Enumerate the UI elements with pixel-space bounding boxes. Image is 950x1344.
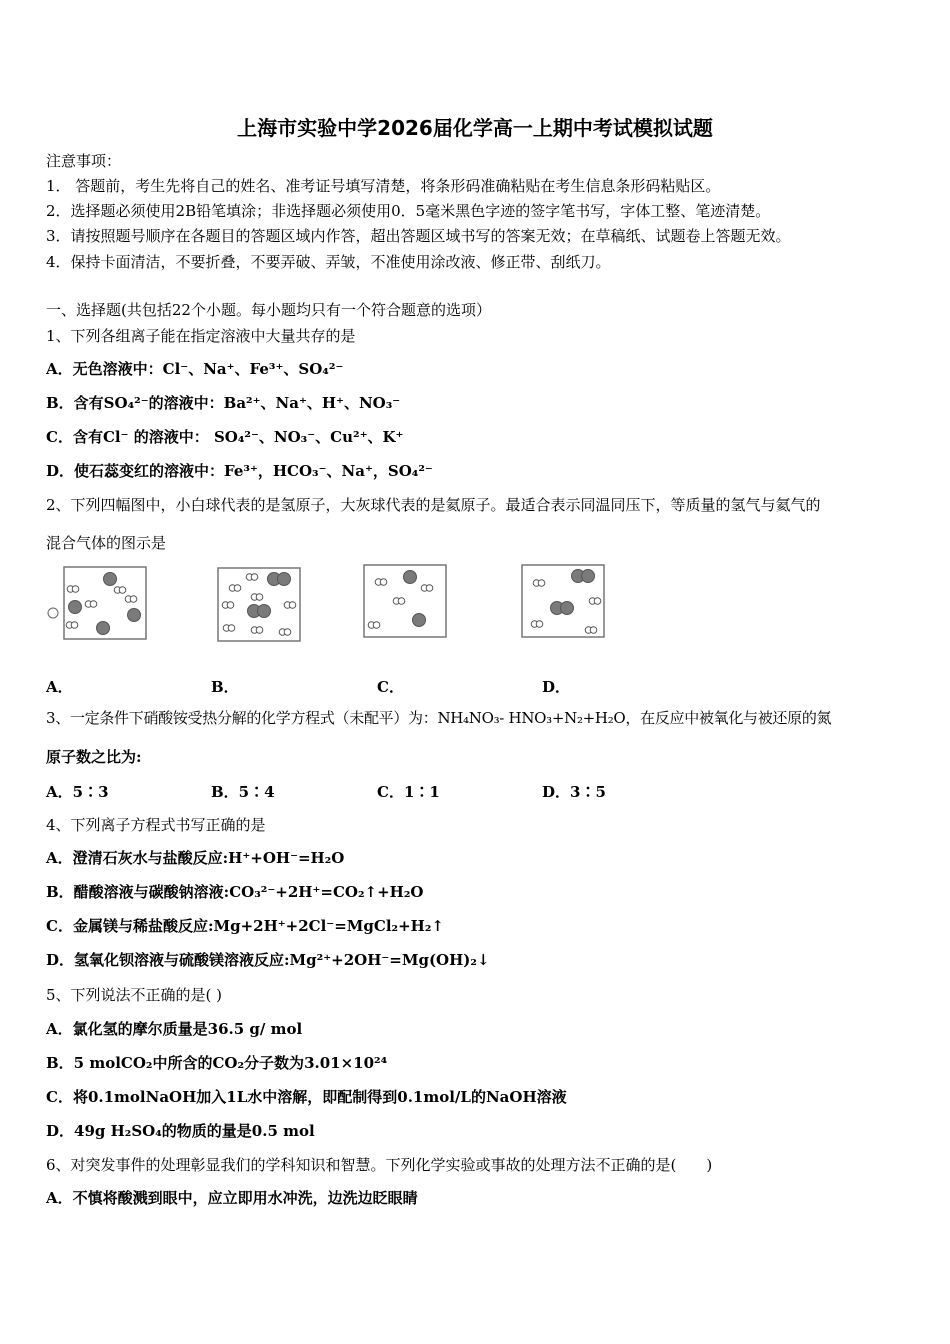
question-1-option-d: D．使石蕊变红的溶液中：Fe³⁺，HCO₃⁻、Na⁺，SO₄²⁻ xyxy=(46,462,433,480)
hydrogen-atom xyxy=(90,601,97,608)
question-4-option-c: C．金属镁与稀盐酸反应:Mg+2H⁺+2Cl⁻=MgCl₂+H₂↑ xyxy=(46,917,444,935)
hydrogen-atom xyxy=(594,598,601,605)
question-3-stem: 3、一定条件下硝酸铵受热分解的化学方程式（未配平）为：NH₄NO₃- HNO₃+N₂+H₂O，在反应中被氧化与被还原的氮 xyxy=(46,709,832,727)
question-3-stem-cont: 原子数之比为: xyxy=(46,748,142,766)
diagram-label-d: D． xyxy=(542,678,571,696)
question-5-option-a: A．氯化氢的摩尔质量是36.5 g/ mol xyxy=(46,1020,303,1038)
hydrogen-atom xyxy=(256,594,263,601)
question-1-option-b: B．含有SO₄²⁻的溶液中：Ba²⁺、Na⁺、H⁺、NO₃⁻ xyxy=(46,394,401,412)
question-1-option-c: C．含有Cl⁻ 的溶液中： SO₄²⁻、NO₃⁻、Cu²⁺、K⁺ xyxy=(46,428,404,446)
helium-atom xyxy=(278,573,291,586)
question-1-option-a: A．无色溶液中：Cl⁻、Na⁺、Fe³⁺、SO₄²⁻ xyxy=(46,360,344,378)
question-2-stem: 2、下列四幅图中，小白球代表的是氢原子，大灰球代表的是氦原子。最适合表示同温同压下，等质量的氢气与氦气的 xyxy=(46,496,821,514)
question-6-option-a: A．不慎将酸溅到眼中，应立即用水冲洗，边洗边眨眼睛 xyxy=(46,1189,418,1207)
helium-atom xyxy=(128,609,141,622)
hydrogen-atom xyxy=(251,574,258,581)
question-2-stem-cont: 混合气体的图示是 xyxy=(46,534,167,552)
hydrogen-atom xyxy=(227,602,234,609)
hydrogen-atom xyxy=(71,622,78,629)
question-5-option-d: D．49g H₂SO₄的物质的量是0.5 mol xyxy=(46,1122,315,1140)
hydrogen-atom xyxy=(426,585,433,592)
question-4-option-b: B．醋酸溶液与碳酸钠溶液:CO₃²⁻+2H⁺=CO₂↑+H₂O xyxy=(46,883,424,901)
hydrogen-atom xyxy=(130,596,137,603)
helium-atom xyxy=(104,573,117,586)
question-1-stem: 1、下列各组离子能在指定溶液中大量共存的是 xyxy=(46,327,356,345)
diagram-label-b: B． xyxy=(211,678,239,696)
hydrogen-atom xyxy=(536,621,543,628)
helium-atom xyxy=(258,605,271,618)
hydrogen-atom xyxy=(380,579,387,586)
note-item: 4．保持卡面清洁，不要折叠，不要弄破、弄皱，不准使用涂改液、修正带、刮纸刀。 xyxy=(46,253,611,271)
hydrogen-atom xyxy=(373,622,380,629)
hydrogen-atom xyxy=(289,602,296,609)
clock-icon xyxy=(48,608,58,618)
question-6-stem: 6、对突发事件的处理彰显我们的学科知识和智慧。下列化学实验或事故的处理方法不正确的是( ) xyxy=(46,1156,713,1174)
question-3-option-a: A．5∶3 xyxy=(46,783,109,801)
helium-atom xyxy=(404,571,417,584)
diagram-label-a: A． xyxy=(46,678,73,696)
question-4-stem: 4、下列离子方程式书写正确的是 xyxy=(46,816,266,834)
page-title: 上海市实验中学2026届化学高一上期中考试模拟试题 xyxy=(237,116,713,140)
note-item: 3．请按照题号顺序在各题目的答题区域内作答，超出答题区域书写的答案无效；在草稿纸、试题卷上答题无效。 xyxy=(46,227,791,245)
question-3-option-c: C．1∶1 xyxy=(377,783,440,801)
question-3-option-b: B．5∶4 xyxy=(211,783,275,801)
hydrogen-atom xyxy=(284,629,291,636)
notes-heading: 注意事项： xyxy=(46,152,122,170)
hydrogen-atom xyxy=(72,586,79,593)
hydrogen-atom xyxy=(228,625,235,632)
hydrogen-atom xyxy=(538,580,545,587)
question-5-option-b: B．5 molCO₂中所含的CO₂分子数为3.01×10²⁴ xyxy=(46,1054,388,1072)
question-5-stem: 5、下列说法不正确的是( ) xyxy=(46,986,223,1004)
helium-atom xyxy=(97,622,110,635)
question-5-option-c: C．将0.1molNaOH加入1L水中溶解，即配制得到0.1mol/L的NaOH溶液 xyxy=(46,1088,567,1106)
question-4-option-d: D．氢氧化钡溶液与硫酸镁溶液反应:Mg²⁺+2OH⁻=Mg(OH)₂↓ xyxy=(46,951,490,969)
hydrogen-atom xyxy=(234,585,241,592)
diagram-label-c: C． xyxy=(377,678,404,696)
helium-atom xyxy=(413,614,426,627)
hydrogen-atom xyxy=(256,627,263,634)
section-heading: 一、选择题(共包括22个小题。每小题均只有一个符合题意的选项） xyxy=(46,301,491,319)
note-item: 1． 答题前，考生先将自己的姓名、准考证号填写清楚，将条形码准确粘贴在考生信息条形码粘贴区。 xyxy=(46,177,721,195)
hydrogen-atom xyxy=(590,627,597,634)
question-3-option-d: D．3∶5 xyxy=(542,783,606,801)
helium-atom xyxy=(582,570,595,583)
helium-atom xyxy=(561,602,574,615)
hydrogen-atom xyxy=(119,587,126,594)
helium-atom xyxy=(69,601,82,614)
hydrogen-atom xyxy=(398,598,405,605)
note-item: 2．选择题必须使用2B铅笔填涂；非选择题必须使用0．5毫米黑色字迹的签字笔书写，字体工整、笔迹清楚。 xyxy=(46,202,771,220)
question-4-option-a: A．澄清石灰水与盐酸反应:H⁺+OH⁻=H₂O xyxy=(46,849,345,867)
